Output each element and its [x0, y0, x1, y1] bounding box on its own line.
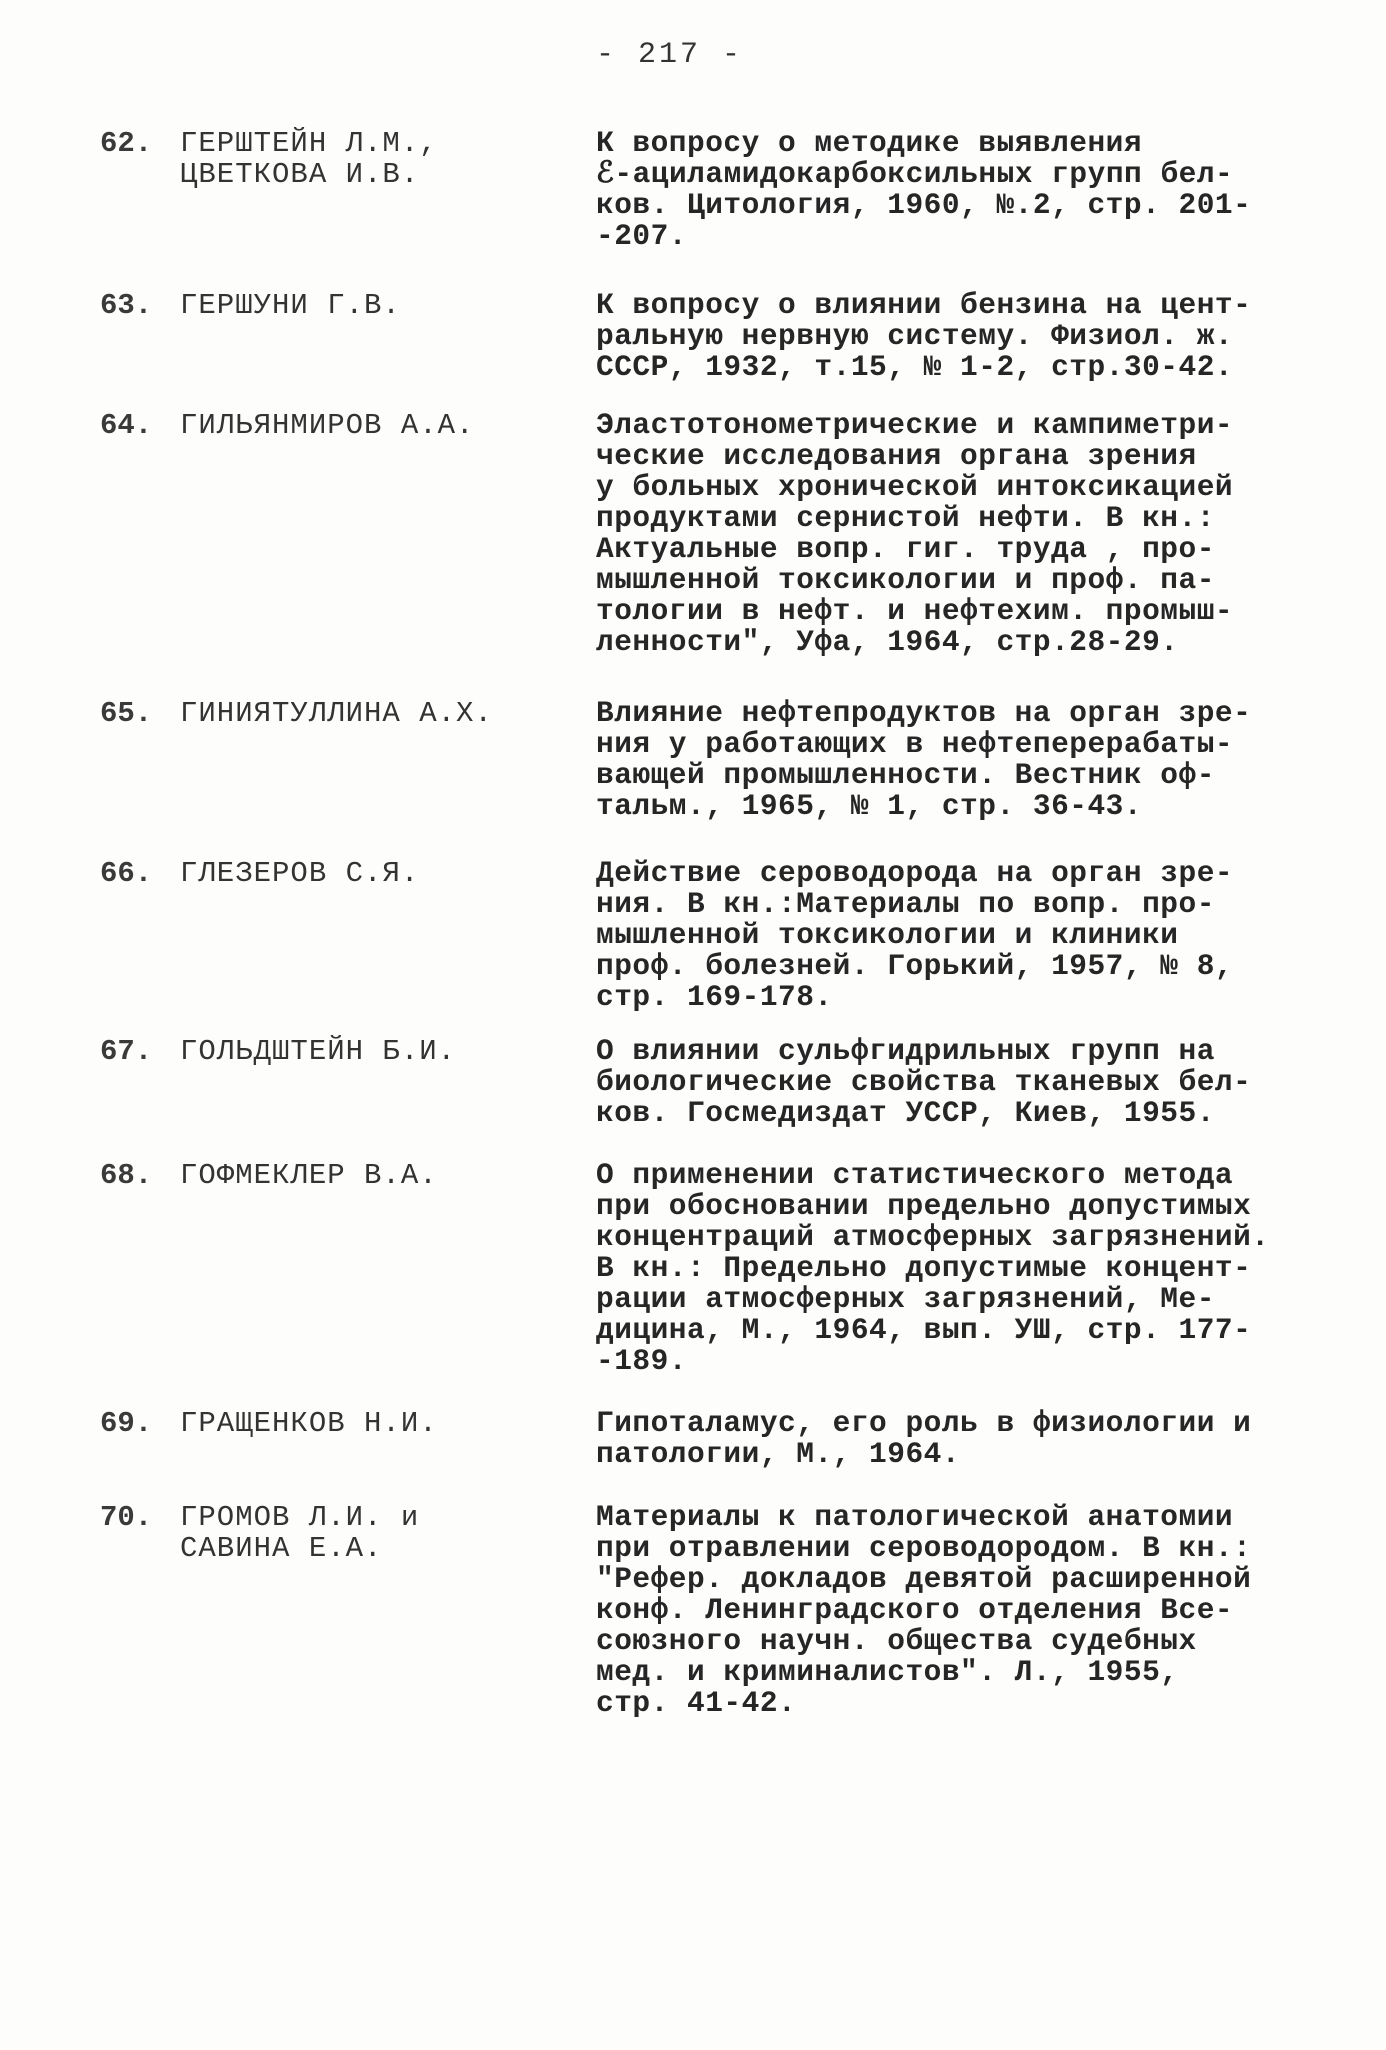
citation-line: при отравлении сероводородом. В кн.: [596, 1531, 1252, 1565]
entry-number: 69. [100, 1407, 153, 1440]
citation-line: ния у работающих в нефтеперерабаты- [596, 727, 1234, 761]
citation-line: СССР, 1932, т.15, № 1-2, стр.30-42. [596, 350, 1234, 384]
citation-line: ленности", Уфа, 1964, стр.28-29. [596, 625, 1179, 659]
citation-line: у больных хронической интоксикацией [596, 470, 1234, 504]
citation-line: дицина, М., 1964, вып. УШ, стр. 177- [596, 1313, 1252, 1347]
citation-line: мышленной токсикологии и клиники [596, 918, 1179, 952]
citation-line: Гипоталамус, его роль в физиологии и [596, 1406, 1252, 1440]
entry-citation [596, 290, 1296, 383]
entry-authors [180, 128, 580, 190]
entry-authors [180, 1502, 580, 1564]
citation-line: Материалы к патологической анатомии [596, 1500, 1234, 1534]
author-line: ГОФМЕКЛЕР В.А. [180, 1159, 438, 1192]
entry-authors [180, 410, 580, 441]
entry-number: 68. [100, 1159, 153, 1192]
entry-authors [180, 1160, 580, 1191]
page-number: - 217 - [596, 38, 744, 72]
entry-citation [596, 1036, 1296, 1129]
author-line: ГОЛЬДШТЕЙН Б.И. [180, 1035, 457, 1068]
citation-line: "Рефер. докладов девятой расширенной [596, 1562, 1252, 1596]
entry-number: 64. [100, 409, 153, 442]
entry-citation [596, 1502, 1296, 1719]
citation-line: тальм., 1965, № 1, стр. 36-43. [596, 789, 1143, 823]
author-line: ГРАЩЕНКОВ Н.И. [180, 1407, 438, 1440]
citation-line: проф. болезней. Горький, 1957, № 8, [596, 949, 1234, 983]
author-line: ГРОМОВ Л.И. и [180, 1501, 420, 1534]
entry-authors [180, 698, 580, 729]
citation-line: В кн.: Предельно допустимые концент- [596, 1251, 1252, 1285]
citation-line: тологии в нефт. и нефтехим. промыш- [596, 594, 1234, 628]
citation-line: О влиянии сульфгидрильных групп на [596, 1034, 1215, 1068]
author-line: ГЕРШУНИ Г.В. [180, 289, 401, 322]
citation-line: Влияние нефтепродуктов на орган зре- [596, 696, 1252, 730]
entry-citation [596, 698, 1296, 822]
citation-line: концентраций атмосферных загрязнений. [596, 1220, 1270, 1254]
citation-line: Действие сероводорода на орган зре- [596, 856, 1234, 890]
citation-line: патологии, М., 1964. [596, 1437, 961, 1471]
citation-line: Эластотонометрические и кампиметри- [596, 408, 1234, 442]
author-line: ЦВЕТКОВА И.В. [180, 158, 420, 191]
author-line: ГЛЕЗЕРОВ С.Я. [180, 857, 420, 890]
entry-citation [596, 128, 1296, 252]
citation-line: стр. 41-42. [596, 1686, 797, 1720]
author-line: ГЕРШТЕЙН Л.М., [180, 127, 438, 160]
entry-citation [596, 410, 1296, 658]
entry-number: 63. [100, 289, 153, 322]
citation-line: ков. Цитология, 1960, №.2, стр. 201- [596, 188, 1252, 222]
entry-number: 70. [100, 1501, 153, 1534]
citation-line: -189. [596, 1344, 688, 1378]
citation-line: конф. Ленинградского отделения Все- [596, 1593, 1234, 1627]
citation-line: мышленной токсикологии и проф. па- [596, 563, 1215, 597]
citation-line: вающей промышленности. Вестник оф- [596, 758, 1215, 792]
entry-number: 65. [100, 697, 153, 730]
citation-line: продуктами сернистой нефти. В кн.: [596, 501, 1215, 535]
citation-line: ческие исследования органа зрения [596, 439, 1197, 473]
citation-line: ков. Госмедиздат УССР, Киев, 1955. [596, 1096, 1215, 1130]
entry-number: 66. [100, 857, 153, 890]
citation-line: -207. [596, 219, 688, 253]
author-line: САВИНА Е.А. [180, 1532, 383, 1565]
entry-number: 67. [100, 1035, 153, 1068]
citation-line: при обосновании предельно допустимых [596, 1189, 1252, 1223]
citation-line: рации атмосферных загрязнений, Ме- [596, 1282, 1215, 1316]
citation-line: стр. 169-178. [596, 980, 833, 1014]
entry-authors [180, 1408, 580, 1439]
entry-citation [596, 1408, 1296, 1470]
entry-authors [180, 858, 580, 889]
citation-line: К вопросу о методике выявления [596, 126, 1143, 160]
citation-line: ℰ-ациламидокарбоксильных групп бел- [596, 157, 1234, 191]
citation-line: союзного научн. общества судебных [596, 1624, 1197, 1658]
author-line: ГИНИЯТУЛЛИНА А.Х. [180, 697, 493, 730]
citation-line: мед. и криминалистов". Л., 1955, [596, 1655, 1179, 1689]
citation-line: О применении статистического метода [596, 1158, 1234, 1192]
citation-line: К вопросу о влиянии бензина на цент- [596, 288, 1252, 322]
entry-citation [596, 1160, 1296, 1377]
entry-authors [180, 1036, 580, 1067]
author-line: ГИЛЬЯНМИРОВ А.А. [180, 409, 475, 442]
citation-line: Актуальные вопр. гиг. труда , про- [596, 532, 1215, 566]
citation-line: ния. В кн.:Материалы по вопр. про- [596, 887, 1215, 921]
entry-authors [180, 290, 580, 321]
citation-line: ральную нервную систему. Физиол. ж. [596, 319, 1234, 353]
entry-citation [596, 858, 1296, 1013]
citation-line: биологические свойства тканевых бел- [596, 1065, 1252, 1099]
entry-number: 62. [100, 127, 153, 160]
